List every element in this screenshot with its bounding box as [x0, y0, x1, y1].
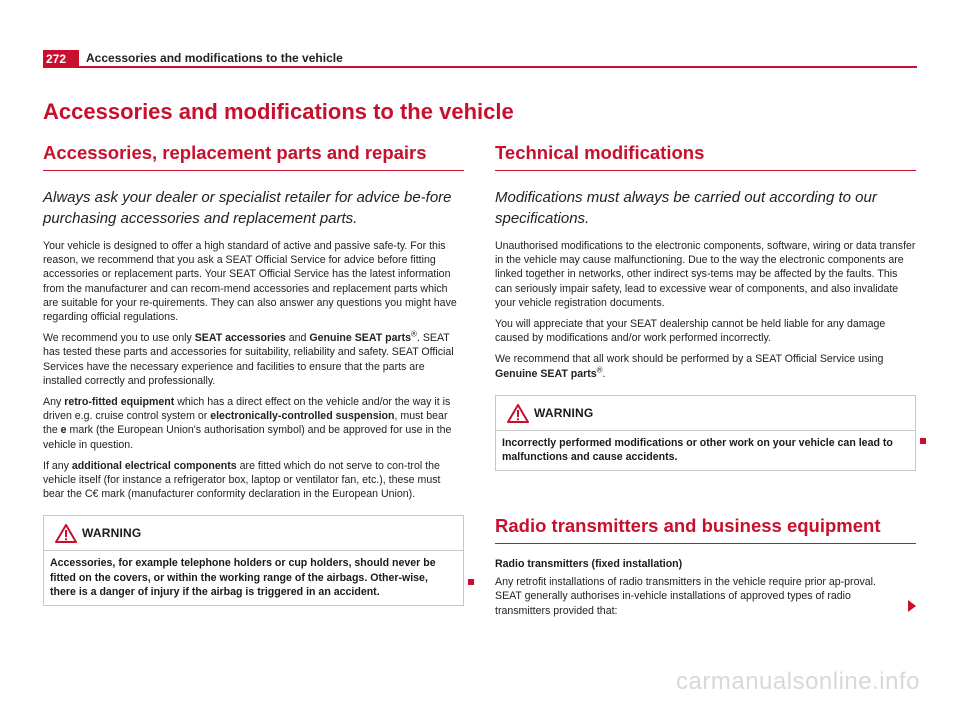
- warning-header: [496, 396, 915, 431]
- warning-header: [44, 516, 463, 551]
- section-title-accessories: Accessories, replacement parts and repairs: [43, 142, 464, 171]
- paragraph: If any additional electrical components are fitted which do not serve to con-trol the vehicle itself (for instance a refrigerator box, laptop or ventilator fan, etc.), these must bear the C€ mark (manufacturer conformity declaration in the European Union).: [43, 459, 441, 501]
- right-column: [495, 142, 916, 625]
- warning-box: [43, 515, 464, 606]
- page-header: [43, 50, 917, 68]
- warning-label: WARNING: [534, 405, 594, 420]
- radio-paragraph-wrap: [495, 575, 916, 618]
- paragraph: We recommend that all work should be performed by a SEAT Official Service using Genuine SEAT parts®.: [495, 353, 884, 380]
- paragraph: We recommend you to use only SEAT accessories and Genuine SEAT parts®. SEAT has tested these parts and accessories for suitability, reliability and safety. SEAT Official Services have the necessary experience and facilities to ensure that the parts are installed correctly and professionally.: [43, 329, 454, 387]
- main-title: Accessories and modifications to the vehicle: [43, 99, 514, 124]
- warning-label: WARNING: [82, 526, 142, 541]
- watermark: carmanualsonline.info: [676, 668, 920, 695]
- lead-text: Modifications must always be carried out according to our specifications.: [495, 189, 877, 227]
- continue-arrow-icon: [908, 600, 916, 612]
- left-column: [43, 142, 464, 606]
- lead-text: Always ask your dealer or specialist retailer for advice be-fore purchasing accessories and replacement parts.: [43, 189, 452, 227]
- section-end-marker: [468, 579, 474, 585]
- page-number: 272: [43, 50, 79, 68]
- subheading: Radio transmitters (fixed installation): [495, 558, 683, 571]
- paragraph: Unauthorised modifications to the electronic components, software, wiring or data transfer in the vehicle may cause malfunctioning. Due to the way the electronic components are linked together in networks, other indirect sys-tems may be affected by the faults. This can seriously impair safety, lead to excessive wear of components, and also invalidate your vehicle registration documents.: [495, 240, 916, 309]
- header-title: Accessories and modifications to the vehicle: [86, 51, 343, 65]
- paragraph: Any retro-fitted equipment which has a direct effect on the vehicle and/or the way it is driven e.g. cruise control system or electronically-controlled suspension, must bear the e mark (the European Union's authorisation symbol) and be approved for use in the vehicle in question.: [43, 396, 452, 451]
- warning-text: Accessories, for example telephone holders or cup holders, should never be fitted on the covers, or within the working range of the airbags. Other-wise, there is a danger of injury if the airbag is triggered in an accident.: [50, 557, 436, 598]
- warning-triangle-icon: [55, 524, 77, 543]
- warning-triangle-icon: [507, 404, 529, 423]
- section-title-technical: Technical modifications: [495, 142, 916, 171]
- warning-box: [495, 395, 916, 471]
- section-end-marker: [920, 438, 926, 444]
- header-rule: [79, 66, 917, 68]
- paragraph: Your vehicle is designed to offer a high standard of active and passive safe-ty. For this reason, we recommend that you ask a SEAT Official Service for advice before fitting accessories or replacement parts. Your SEAT Official Service has the latest information from the manufacturer and can recom-mend accessories and replacement parts which are suitable for your re-quirements. They can also answer any questions you might have regarding official regulations.: [43, 240, 457, 324]
- section-title-radio: Radio transmitters and business equipment: [495, 515, 916, 544]
- paragraph: You will appreciate that your SEAT dealership cannot be held liable for any damage caused by modifications and/or work performed incorrectly.: [495, 318, 886, 345]
- ce-mark: C€: [84, 488, 99, 501]
- warning-text: Incorrectly performed modifications or other work on your vehicle can lead to malfunctions and cause accidents.: [502, 436, 893, 464]
- paragraph: Any retrofit installations of radio transmitters in the vehicle require prior ap-proval. SEAT generally authorises in-vehicle installations of approved types of radio transmitters provided that:: [495, 576, 876, 617]
